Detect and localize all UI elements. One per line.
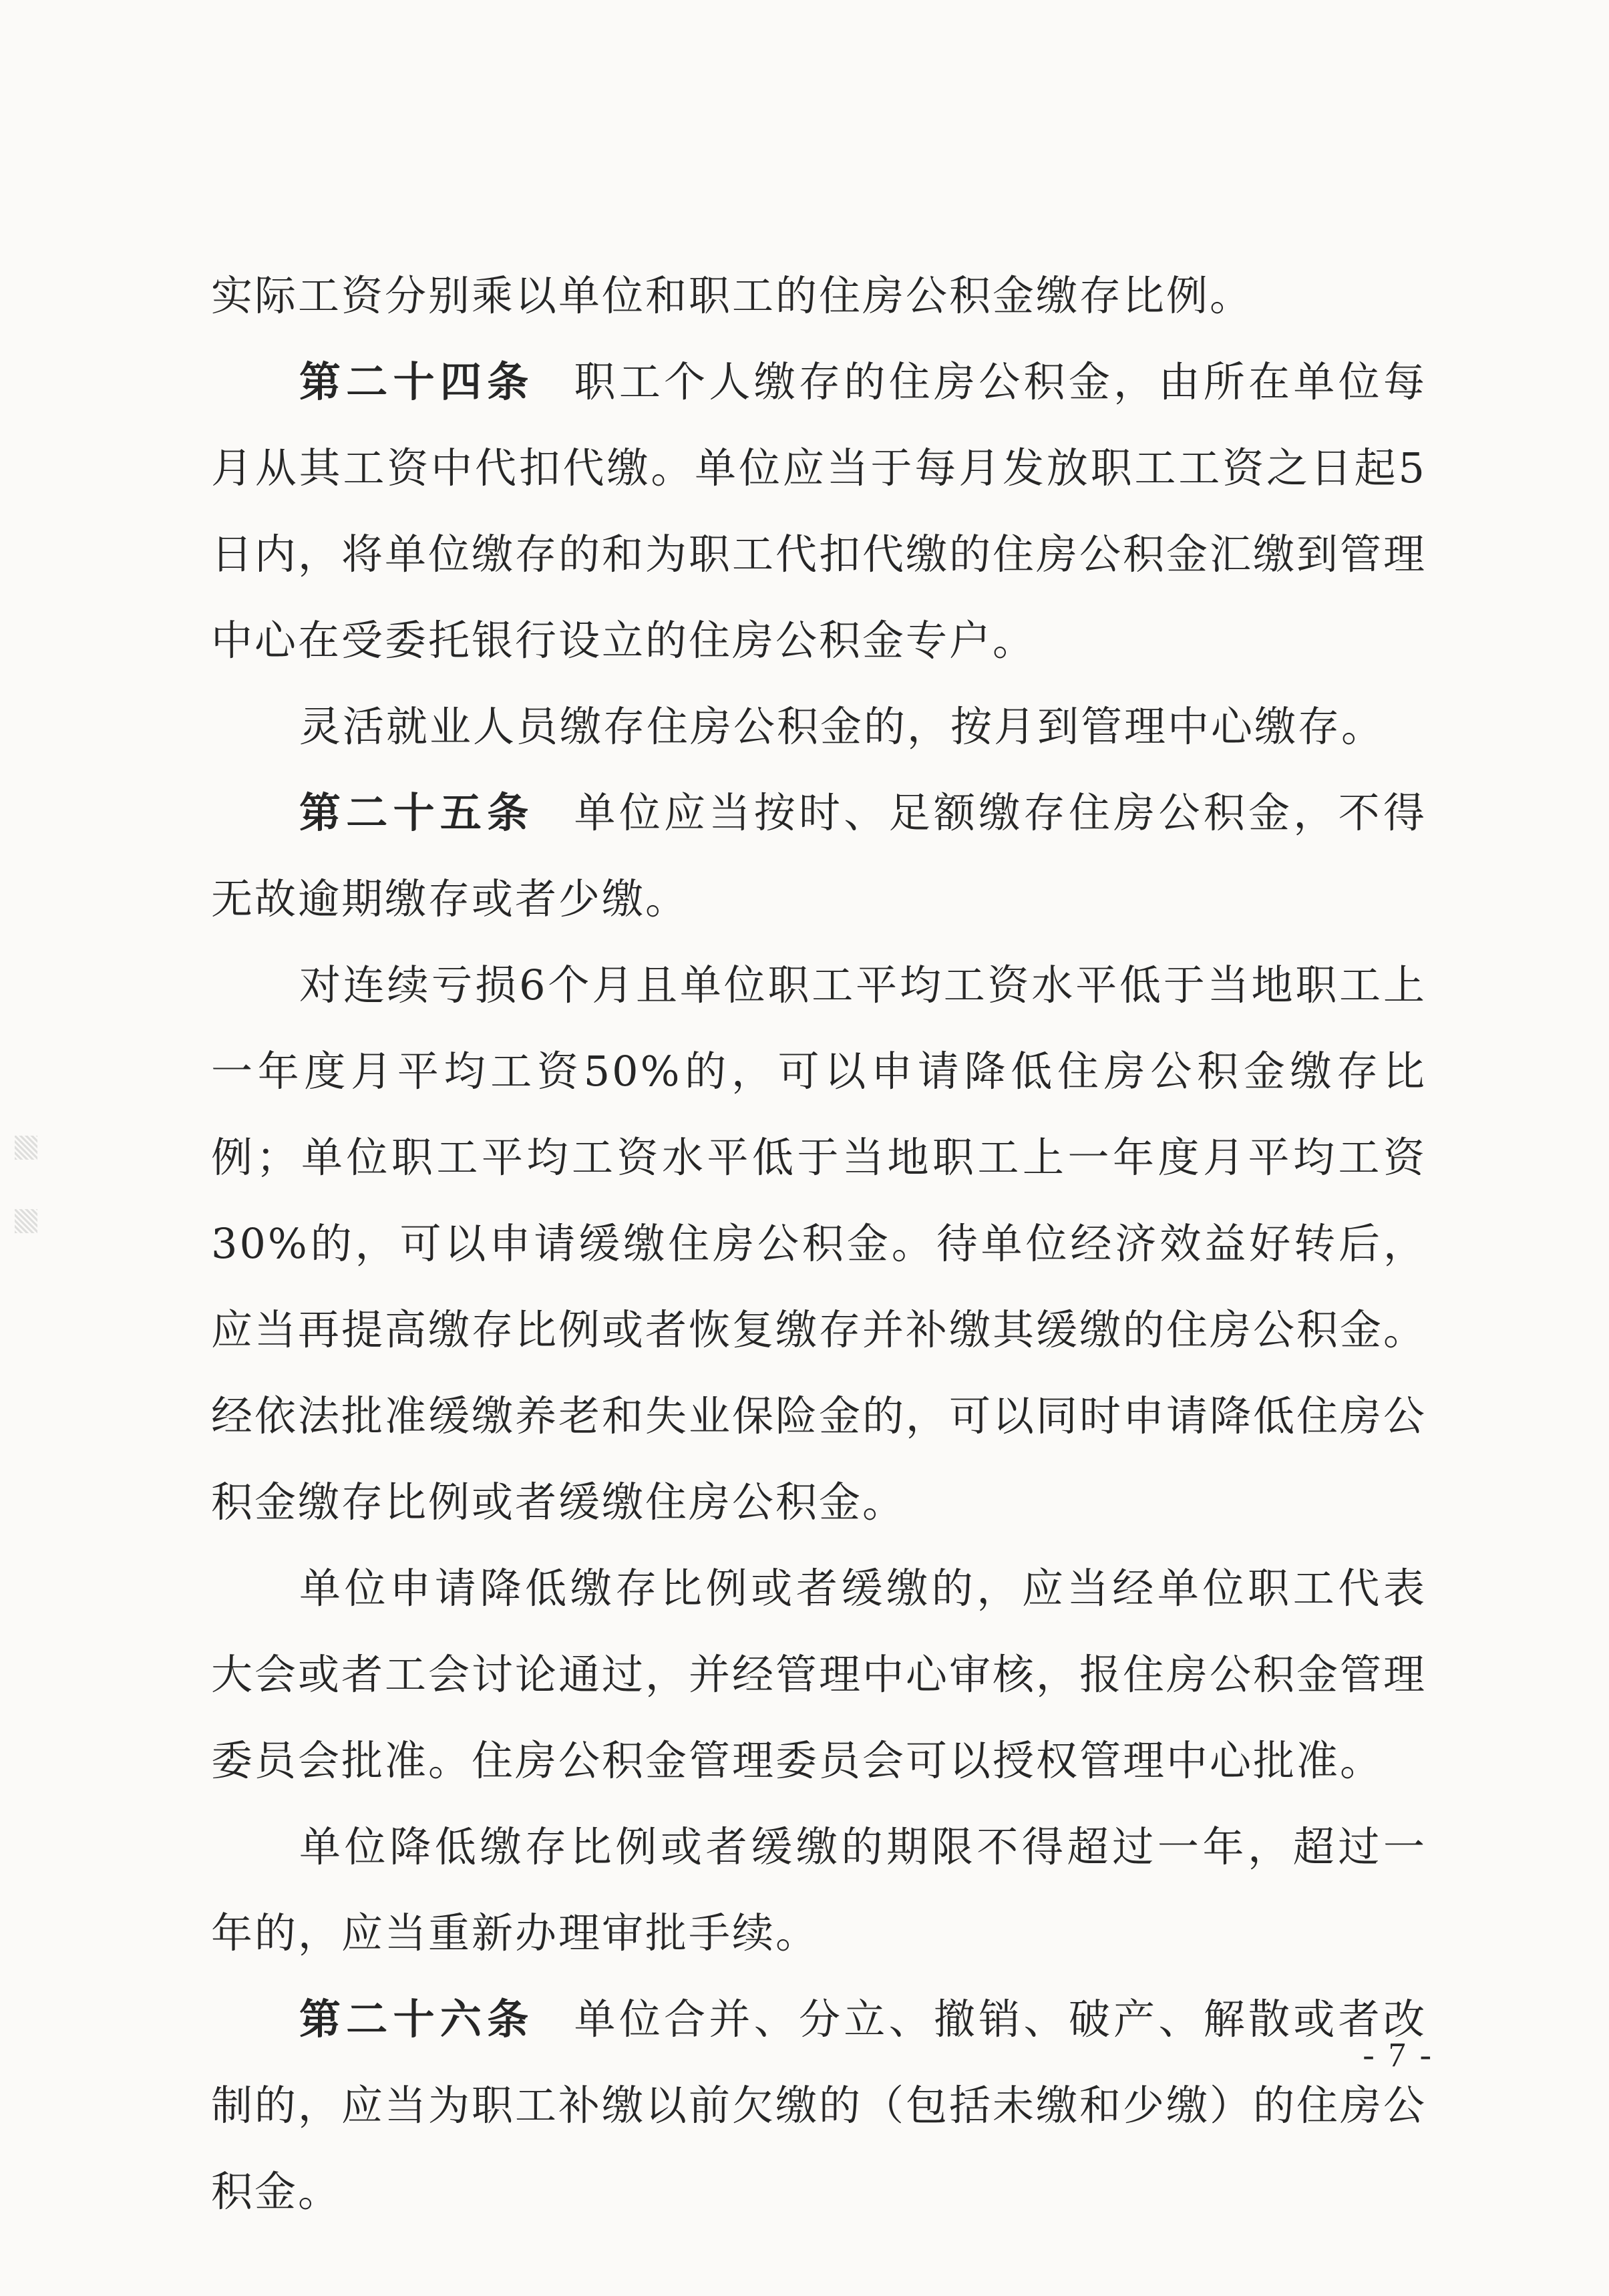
article-heading: 第二十六条 <box>299 1995 534 2043</box>
paragraph <box>211 683 1427 770</box>
paragraph <box>211 1545 1427 1804</box>
paragraph <box>211 770 1427 942</box>
paragraph-text: 单位降低缴存比例或者缓缴的期限不得超过一年，超过一年的，应当重新办理审批手续。 <box>211 1822 1427 1957</box>
paragraph-text: 对连续亏损6个月且单位职工平均工资水平低于当地职工上一年度月平均工资50%的，可以申请降低住房公积金缴存比例；单位职工平均工资水平低于当地职工上一年度月平均工资30%的，可以申请缓缴住房公积金。待单位经济效益好转后，应当再提高缴存比例或者恢复缴存并补缴其缓缴的住房公积金。经依法批准缓缴养老和失业保险金的，可以同时申请降低住房公积金缴存比例或者缓缴住房公积金。 <box>211 961 1427 1526</box>
article-heading: 第二十四条 <box>299 357 534 406</box>
document-body <box>211 253 1427 2235</box>
paragraph-text: 单位应当按时、足额缴存住房公积金，不得无故逾期缴存或者少缴。 <box>211 788 1427 923</box>
page-number: - 7 - <box>1363 2036 1434 2074</box>
paragraph <box>211 942 1427 1545</box>
scan-artifact-mark <box>15 1209 37 1233</box>
paragraph <box>211 339 1427 683</box>
paragraph-text: 单位申请降低缴存比例或者缓缴的，应当经单位职工代表大会或者工会讨论通过，并经管理中心审核，报住房公积金管理委员会批准。住房公积金管理委员会可以授权管理中心批准。 <box>211 1564 1427 1785</box>
article-heading: 第二十五条 <box>299 788 534 837</box>
paragraph <box>211 1804 1427 1976</box>
paragraph-text: 灵活就业人员缴存住房公积金的，按月到管理中心缴存。 <box>299 702 1385 751</box>
scan-artifact-mark <box>15 1136 37 1160</box>
paragraph-text: 职工个人缴存的住房公积金，由所在单位每月从其工资中代扣代缴。单位应当于每月发放职工工资之日起5日内，将单位缴存的和为职工代扣代缴的住房公积金汇缴到管理中心在受委托银行设立的住房公积金专户。 <box>211 357 1427 665</box>
paragraph-text: 实际工资分别乘以单位和职工的住房公积金缴存比例。 <box>211 271 1254 320</box>
paragraph <box>211 1976 1427 2235</box>
paragraph-text: 单位合并、分立、撤销、破产、解散或者改制的，应当为职工补缴以前欠缴的（包括未缴和少缴）的住房公积金。 <box>211 1995 1427 2216</box>
paragraph <box>211 253 1427 339</box>
